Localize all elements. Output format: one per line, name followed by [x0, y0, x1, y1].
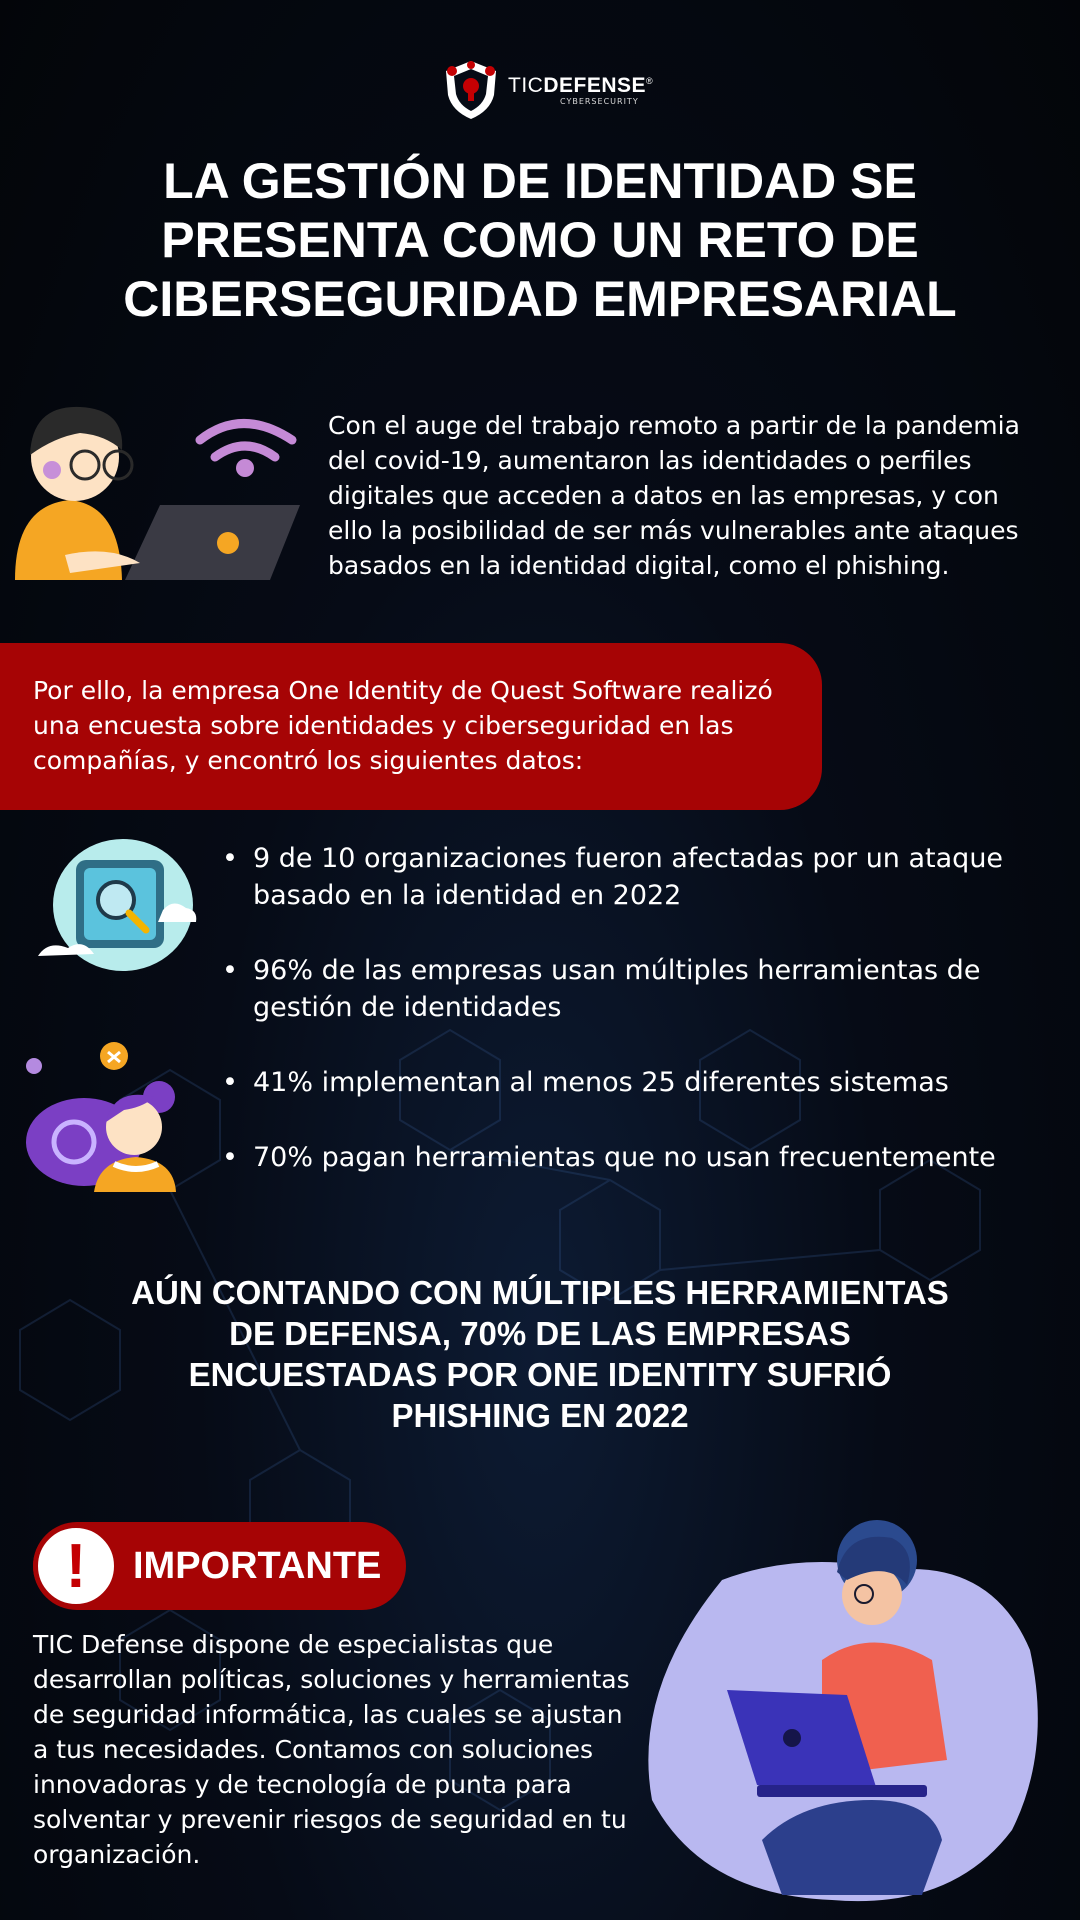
worried-woman-illustration [24, 1042, 192, 1192]
logo-brand: TICDEFENSE® [508, 73, 654, 97]
list-item: • 96% de las empresas usan múltiples herramientas de gestión de identidades [222, 952, 1042, 1026]
intro-paragraph: Con el auge del trabajo remoto a partir de la pandemia del covid-19, aumentaron las identidades o perfiles digitales que acceden a datos en las empresas, y con ello la posibilidad de ser más vulnerables ante ataques basados en la identidad digital, como el phishing. [328, 411, 1020, 580]
exclamation-icon: ! [33, 1523, 119, 1609]
remote-worker-illustration [10, 395, 310, 585]
tic-defense-logo [442, 58, 662, 122]
phishing-highlight: AÚN CONTANDO CON MÚLTIPLES HERRAMIENTAS DE DEFENSA, 70% DE LAS EMPRESAS ENCUESTADAS POR ONE IDENTITY SUFRIÓ PHISHING EN 2022 [131, 1274, 949, 1434]
magnifier-illustration [28, 830, 200, 976]
laptop-man-illustration [632, 1500, 1052, 1910]
survey-banner-text: Por ello, la empresa One Identity de Quest Software realizó una encuesta sobre identidades y ciberseguridad en las compañías, y encontró los siguientes datos: [33, 676, 773, 775]
shield-lock-logo-icon [442, 59, 500, 121]
list-item: • 41% implementan al menos 25 diferentes sistemas [222, 1064, 1042, 1101]
list-item: • 70% pagan herramientas que no usan frecuentemente [222, 1139, 1042, 1176]
important-pill [33, 1522, 406, 1610]
laptop-icon [125, 505, 300, 580]
survey-banner [0, 643, 822, 810]
wifi-icon [200, 424, 292, 478]
logo-tagline: CYBERSECURITY [560, 96, 639, 106]
list-item: • 9 de 10 organizaciones fueron afectadas por un ataque basado en la identidad en 2022 [222, 840, 1042, 914]
stats-list [222, 840, 1042, 1214]
page-title: LA GESTIÓN DE IDENTIDAD SE PRESENTA COMO UN RETO DE CIBERSEGURIDAD EMPRESARIAL [123, 153, 957, 327]
important-paragraph: TIC Defense dispone de especialistas que desarrollan políticas, soluciones y herramientas de seguridad informática, las cuales se ajustan a tus necesidades. Contamos con soluciones innovadoras y de tecnología de punta para solventar y prevenir riesgos de seguridad en tu organización. [33, 1630, 630, 1869]
important-label: IMPORTANTE [133, 1544, 382, 1587]
